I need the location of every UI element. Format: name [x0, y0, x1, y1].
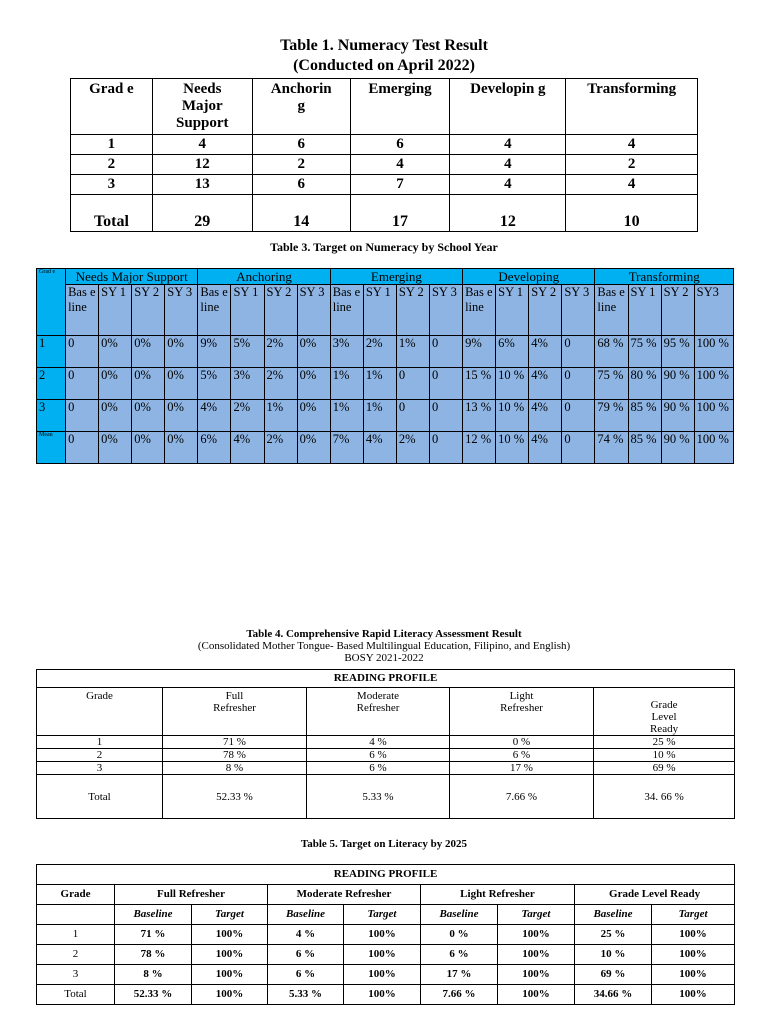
table3-subheader: SY 3 — [562, 285, 595, 336]
table3-cell: 79 % — [595, 400, 628, 432]
table1-cell: 7 — [350, 175, 450, 195]
table1-title-line1: Table 1. Numeracy Test Result — [280, 37, 488, 54]
table-row — [37, 368, 734, 400]
table5-cell: 100% — [192, 945, 268, 965]
table3-cell: 0 — [66, 400, 99, 432]
table3-cell: 1% — [363, 368, 396, 400]
table5-cell: 100% — [344, 945, 421, 965]
table3-cell: 15 % — [463, 368, 496, 400]
table3-cell: 0 — [429, 368, 462, 400]
table3-cell: 1% — [330, 368, 363, 400]
table3-cell: 0% — [297, 400, 330, 432]
table3-subheader: SY 3 — [429, 285, 462, 336]
table3-cell: 0% — [297, 432, 330, 464]
table1-cell: 4 — [450, 135, 566, 155]
table3-group-anchoring: Anchoring — [198, 269, 330, 285]
table5-cell: 100% — [498, 985, 575, 1005]
table5-baseline-label: Baseline — [268, 905, 344, 925]
table3-subheader: SY 2 — [661, 285, 694, 336]
table3-cell: 4% — [529, 400, 562, 432]
literacy-assessment-table — [36, 669, 735, 819]
table5-cell: 5.33 % — [268, 985, 344, 1005]
table1-cell: 6 — [252, 135, 350, 155]
table3-cell: 0 — [562, 432, 595, 464]
table3-cell: 1% — [330, 400, 363, 432]
table1-cell: 1 — [71, 135, 153, 155]
table3-cell: 12 % — [463, 432, 496, 464]
table1-header-transforming: Transforming — [566, 79, 698, 135]
table5-cell: 0 % — [421, 925, 498, 945]
table4-total-cell: 5.33 % — [307, 775, 450, 819]
table3-group-header-row — [37, 269, 734, 285]
table3-cell: 0 — [396, 368, 429, 400]
table3-cell: 85 % — [628, 432, 661, 464]
table1-header-emerging: Emerging — [350, 79, 450, 135]
table5-baseline-label: Baseline — [575, 905, 652, 925]
table3-subheader: SY 2 — [529, 285, 562, 336]
table-row — [71, 175, 698, 195]
table5-cell: 4 % — [268, 925, 344, 945]
table3-cell: 10 % — [496, 400, 529, 432]
table5-group-grade-level-ready: Grade Level Ready — [575, 885, 735, 905]
table1-title-line2: (Conducted on April 2022) — [293, 57, 475, 74]
table1-cell: 4 — [450, 155, 566, 175]
table3-cell: 5% — [231, 336, 264, 368]
table3-cell: 4% — [198, 400, 231, 432]
table3-cell: 90 % — [661, 400, 694, 432]
table4-header-full-refresher: Full Refresher — [163, 688, 307, 736]
table5-row-label: 3 — [37, 965, 115, 985]
table5-cell: 71 % — [115, 925, 192, 945]
table4-header-light-refresher: Light Refresher — [450, 688, 594, 736]
table4-title: Table 4. Comprehensive Rapid Literacy Assessment Result — [246, 628, 522, 640]
table3-cell: 75 % — [595, 368, 628, 400]
table3-subheader-row — [37, 285, 734, 336]
table3-cell: 0 — [429, 400, 462, 432]
table3-cell: 4% — [529, 336, 562, 368]
table3-subheader: SY 1 — [363, 285, 396, 336]
table3-cell: 3% — [231, 368, 264, 400]
table3-subheader: Bas e line — [330, 285, 363, 336]
table3-row-label: 3 — [37, 400, 66, 432]
table3-cell: 90 % — [661, 432, 694, 464]
table3-cell: 0 — [562, 400, 595, 432]
table5-cell: 100% — [192, 985, 268, 1005]
table4-total-cell: 34. 66 % — [594, 775, 735, 819]
table1-cell: 3 — [71, 175, 153, 195]
table5-cell: 52.33 % — [115, 985, 192, 1005]
table3-cell: 1% — [363, 400, 396, 432]
table4-cell: 6 % — [450, 749, 594, 762]
table-row — [37, 945, 735, 965]
table5-row-label: Total — [37, 985, 115, 1005]
table5-cell: 100% — [344, 985, 421, 1005]
table5-cell: 100% — [192, 965, 268, 985]
table-row — [71, 135, 698, 155]
table5-row-label: 2 — [37, 945, 115, 965]
table3-cell: 0% — [165, 400, 198, 432]
table5-cell: 10 % — [575, 945, 652, 965]
table3-subheader: SY 1 — [628, 285, 661, 336]
numeracy-test-result-table — [70, 78, 698, 232]
table3-cell: 2% — [264, 432, 297, 464]
table5-cell: 100% — [652, 945, 735, 965]
table3-cell: 90 % — [661, 368, 694, 400]
table3-cell: 0% — [99, 368, 132, 400]
table3-subheader: SY 2 — [396, 285, 429, 336]
table3-subheader: Bas e line — [595, 285, 628, 336]
table3-subheader: SY 2 — [132, 285, 165, 336]
table4-title-block — [0, 628, 768, 664]
table5-cell: 34.66 % — [575, 985, 652, 1005]
table1-header-needs-major-support: Needs Major Support — [152, 79, 252, 135]
table1-total-cell: Total — [71, 195, 153, 232]
table5-group-moderate-refresher: Moderate Refresher — [268, 885, 421, 905]
table3-cell: 13 % — [463, 400, 496, 432]
table4-cell: 8 % — [163, 762, 307, 775]
table4-cell: 78 % — [163, 749, 307, 762]
table-row — [71, 155, 698, 175]
table3-cell: 0 — [429, 432, 462, 464]
table5-group-full-refresher: Full Refresher — [115, 885, 268, 905]
table3-cell: 0% — [165, 336, 198, 368]
table3-cell: 0% — [99, 336, 132, 368]
table5-target-label: Target — [344, 905, 421, 925]
table5-cell: 17 % — [421, 965, 498, 985]
table4-total-cell: 52.33 % — [163, 775, 307, 819]
table4-cell: 3 — [37, 762, 163, 775]
table5-cell: 6 % — [268, 965, 344, 985]
table5-reading-profile-header: READING PROFILE — [37, 865, 735, 885]
table5-cell: 100% — [652, 925, 735, 945]
table3-cell: 68 % — [595, 336, 628, 368]
table-row — [37, 400, 734, 432]
numeracy-target-table — [36, 268, 734, 464]
table4-cell: 69 % — [594, 762, 735, 775]
table3-cell: 10 % — [496, 432, 529, 464]
table3-cell: 0 — [66, 432, 99, 464]
table5-baseline-label: Baseline — [115, 905, 192, 925]
table3-cell: 0 — [562, 336, 595, 368]
table1-total-cell: 29 — [152, 195, 252, 232]
table4-total-cell: Total — [37, 775, 163, 819]
table4-period: BOSY 2021-2022 — [344, 652, 424, 664]
table4-total-cell: 7.66 % — [450, 775, 594, 819]
table3-cell: 4% — [529, 368, 562, 400]
table3-cell: 100 % — [694, 432, 733, 464]
table3-cell: 9% — [463, 336, 496, 368]
table4-cell: 2 — [37, 749, 163, 762]
table1-total-cell: 12 — [450, 195, 566, 232]
table5-empty-cell — [37, 905, 115, 925]
table3-subheader: SY 3 — [297, 285, 330, 336]
table3-cell: 4% — [363, 432, 396, 464]
table3-group-emerging: Emerging — [330, 269, 462, 285]
table3-cell: 2% — [363, 336, 396, 368]
table1-cell: 6 — [252, 175, 350, 195]
table1-total-cell: 14 — [252, 195, 350, 232]
table4-reading-profile-header: READING PROFILE — [37, 670, 735, 688]
table3-group-developing: Developing — [463, 269, 595, 285]
table4-cell: 25 % — [594, 736, 735, 749]
table1-cell: 2 — [252, 155, 350, 175]
table3-cell: 0% — [99, 400, 132, 432]
table3-cell: 0% — [132, 368, 165, 400]
table5-cell: 100% — [498, 965, 575, 985]
table3-cell: 0% — [297, 336, 330, 368]
table3-header-grade: Grad e — [37, 269, 66, 336]
table5-cell: 100% — [652, 965, 735, 985]
table5-cell: 78 % — [115, 945, 192, 965]
table3-cell: 1% — [264, 400, 297, 432]
table1-cell: 2 — [566, 155, 698, 175]
table3-cell: 1% — [396, 336, 429, 368]
table3-subheader: SY3 — [694, 285, 733, 336]
table5-cell: 8 % — [115, 965, 192, 985]
table1-total-row — [71, 195, 698, 232]
table3-cell: 0% — [132, 336, 165, 368]
table3-subheader: SY 1 — [99, 285, 132, 336]
table3-row-label: 2 — [37, 368, 66, 400]
table4-header-grade-level-ready: Grade Level Ready — [594, 688, 735, 736]
table3-cell: 0 — [66, 336, 99, 368]
table5-cell: 100% — [344, 965, 421, 985]
table5-cell: 69 % — [575, 965, 652, 985]
table4-subtitle: (Consolidated Mother Tongue- Based Multilingual Education, Filipino, and English) — [197, 640, 571, 652]
table3-cell: 2% — [231, 400, 264, 432]
table1-cell: 4 — [566, 175, 698, 195]
table4-cell: 71 % — [163, 736, 307, 749]
table1-cell: 6 — [350, 135, 450, 155]
table1-header-developing: Developin g — [450, 79, 566, 135]
table3-cell: 85 % — [628, 400, 661, 432]
table4-cell: 1 — [37, 736, 163, 749]
table3-cell: 100 % — [694, 400, 733, 432]
table3-cell: 80 % — [628, 368, 661, 400]
table3-cell: 0 — [66, 368, 99, 400]
table5-cell: 25 % — [575, 925, 652, 945]
table5-row-label: 1 — [37, 925, 115, 945]
table3-group-transforming: Transforming — [595, 269, 734, 285]
table5-cell: 100% — [344, 925, 421, 945]
table3-subheader: SY 1 — [231, 285, 264, 336]
table-row — [37, 336, 734, 368]
table1-cell: 4 — [566, 135, 698, 155]
table4-cell: 0 % — [450, 736, 594, 749]
table1-cell: 2 — [71, 155, 153, 175]
table1-cell: 4 — [152, 135, 252, 155]
table4-header-grade: Grade — [37, 688, 163, 736]
table5-title: Table 5. Target on Literacy by 2025 — [300, 838, 468, 850]
table3-cell: 2% — [396, 432, 429, 464]
table3-row-label: 1 — [37, 336, 66, 368]
table3-group-needs-major-support: Needs Major Support — [66, 269, 198, 285]
table5-cell: 100% — [498, 925, 575, 945]
table3-subheader: SY 1 — [496, 285, 529, 336]
table5-cell: 100% — [192, 925, 268, 945]
table4-cell: 4 % — [307, 736, 450, 749]
table3-subheader: Bas e line — [66, 285, 99, 336]
table1-cell: 4 — [350, 155, 450, 175]
table3-cell: 95 % — [661, 336, 694, 368]
table3-cell: 0% — [132, 400, 165, 432]
table3-subheader: Bas e line — [463, 285, 496, 336]
table-row — [37, 925, 735, 945]
table3-cell: 0% — [165, 368, 198, 400]
table3-cell: 2% — [264, 336, 297, 368]
table5-cell: 7.66 % — [421, 985, 498, 1005]
table5-cell: 100% — [498, 945, 575, 965]
table3-cell: 3% — [330, 336, 363, 368]
table3-cell: 74 % — [595, 432, 628, 464]
table4-cell: 6 % — [307, 762, 450, 775]
table1-cell: 12 — [152, 155, 252, 175]
table5-header-grade: Grade — [37, 885, 115, 905]
literacy-target-table — [36, 864, 735, 1005]
table3-title: Table 3. Target on Numeracy by School Year — [270, 240, 498, 254]
table3-cell: 6% — [198, 432, 231, 464]
table3-cell: 4% — [529, 432, 562, 464]
table3-cell: 0% — [165, 432, 198, 464]
table3-cell: 0% — [132, 432, 165, 464]
table3-cell: 100 % — [694, 336, 733, 368]
table5-target-label: Target — [652, 905, 735, 925]
table5-target-label: Target — [192, 905, 268, 925]
table3-subheader: Bas e line — [198, 285, 231, 336]
table3-row-label: Mean — [37, 432, 66, 464]
table3-cell: 10 % — [496, 368, 529, 400]
table-row — [37, 432, 734, 464]
table4-cell: 17 % — [450, 762, 594, 775]
table3-cell: 0% — [99, 432, 132, 464]
table4-cell: 10 % — [594, 749, 735, 762]
table3-cell: 4% — [231, 432, 264, 464]
table3-cell: 0 — [396, 400, 429, 432]
table3-cell: 0 — [562, 368, 595, 400]
table3-cell: 2% — [264, 368, 297, 400]
table3-cell: 6% — [496, 336, 529, 368]
table5-cell: 6 % — [268, 945, 344, 965]
table3-cell: 0% — [297, 368, 330, 400]
table3-cell: 75 % — [628, 336, 661, 368]
table5-baseline-label: Baseline — [421, 905, 498, 925]
table1-total-cell: 17 — [350, 195, 450, 232]
table4-header-moderate-refresher: Moderate Refresher — [307, 688, 450, 736]
table5-cell: 100% — [652, 985, 735, 1005]
table5-cell: 6 % — [421, 945, 498, 965]
table3-subheader: SY 3 — [165, 285, 198, 336]
table3-cell: 9% — [198, 336, 231, 368]
table1-header-row — [71, 79, 698, 135]
table3-subheader: SY 2 — [264, 285, 297, 336]
table3-cell: 7% — [330, 432, 363, 464]
table1-header-anchoring: Anchorin g — [252, 79, 350, 135]
table1-cell: 4 — [450, 175, 566, 195]
table-row — [37, 965, 735, 985]
table4-cell: 6 % — [307, 749, 450, 762]
table5-target-label: Target — [498, 905, 575, 925]
table-row — [37, 985, 735, 1005]
table3-cell: 100 % — [694, 368, 733, 400]
table3-cell: 5% — [198, 368, 231, 400]
table1-header-grade: Grad e — [71, 79, 153, 135]
table1-cell: 13 — [152, 175, 252, 195]
table3-cell: 0 — [429, 336, 462, 368]
table1-title — [0, 36, 768, 76]
table1-total-cell: 10 — [566, 195, 698, 232]
table5-group-light-refresher: Light Refresher — [421, 885, 575, 905]
